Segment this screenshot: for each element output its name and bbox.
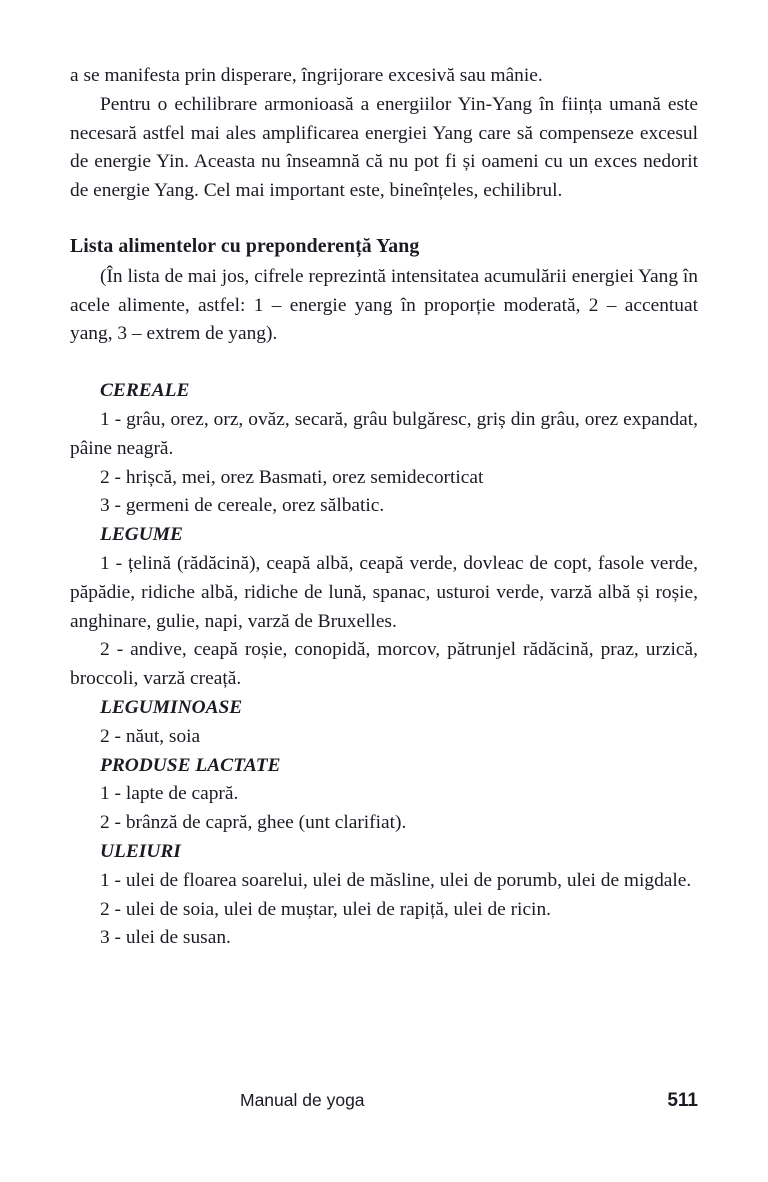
food-category-produse-lactate <box>70 752 698 838</box>
category-entry: 2 - brânză de capră, ghee (unt clarifiat). <box>100 812 407 834</box>
food-category-cereale <box>70 377 698 521</box>
category-entry: 2 - hrișcă, mei, orez Basmati, orez semidecorticat <box>100 466 484 488</box>
category-heading-cereale: CEREALE <box>100 380 190 402</box>
food-category-legume <box>70 521 698 694</box>
footer-page-number: 511 <box>667 1090 698 1111</box>
food-category-uleiuri <box>70 838 698 953</box>
section-spacer <box>70 349 698 377</box>
category-entry: 1 - ulei de floarea soarelui, ulei de măsline, ulei de porumb, ulei de migdale. <box>100 869 692 891</box>
category-entry: 1 - lapte de capră. <box>100 783 239 805</box>
paragraph-yin-yang-balance: Pentru o echilibrare armonioasă a energiilor Yin-Yang în ființa umană este necesară astfel mai ales amplificarea energiei Yang care să compenseze excesul de energie Yin. Aceasta nu înseamnă că nu pot fi și oameni cu un exces nedorit de energie Yang. Cel mai important este, bineînțeles, echilibrul. <box>70 93 698 202</box>
page-footer <box>70 1090 698 1112</box>
category-entry: 3 - ulei de susan. <box>100 927 231 949</box>
footer-book-title: Manual de yoga <box>240 1090 365 1110</box>
paragraph-continuation: a se manifesta prin disperare, îngrijorare excesivă sau mânie. <box>70 65 543 86</box>
category-heading-uleiuri: ULEIURI <box>100 840 181 862</box>
category-entry: 2 - andive, ceapă roșie, conopidă, morcov, pătrunjel rădăcină, praz, urzică, broccoli, varză creață. <box>70 639 698 690</box>
section-title-lista-alimentelor: Lista alimentelor cu preponderență Yang <box>70 234 420 257</box>
section-intro-paragraph: (În lista de mai jos, cifrele reprezintă intensitatea acumulării energiei Yang în acele alimente, astfel: 1 – energie yang în proporție moderată, 2 – accentuat yang, 3 – extrem de yang). <box>70 265 698 345</box>
page-content <box>70 62 698 953</box>
category-heading-legume: LEGUME <box>100 524 183 546</box>
category-entry: 2 - ulei de soia, ulei de muștar, ulei de rapiță, ulei de ricin. <box>100 898 551 920</box>
category-heading-produse-lactate: PRODUSE LACTATE <box>100 754 281 776</box>
food-category-leguminoase <box>70 694 698 752</box>
food-category-list <box>70 377 698 953</box>
category-entry: 3 - germeni de cereale, orez sălbatic. <box>100 495 385 517</box>
category-entry: 2 - năut, soia <box>100 725 201 747</box>
category-entry: 1 - grâu, orez, orz, ovăz, secară, grâu bulgăresc, griș din grâu, orez expandat, pâine neagră. <box>70 408 698 459</box>
category-entry: 1 - țelină (rădăcină), ceapă albă, ceapă verde, dovleac de copt, fasole verde, păpădie, ridiche albă, ridiche de lună, spanac, usturoi verde, varză albă și roșie, anghinare, gulie, napi, varză de Bruxelles. <box>70 552 698 632</box>
category-heading-leguminoase: LEGUMINOASE <box>100 696 243 718</box>
